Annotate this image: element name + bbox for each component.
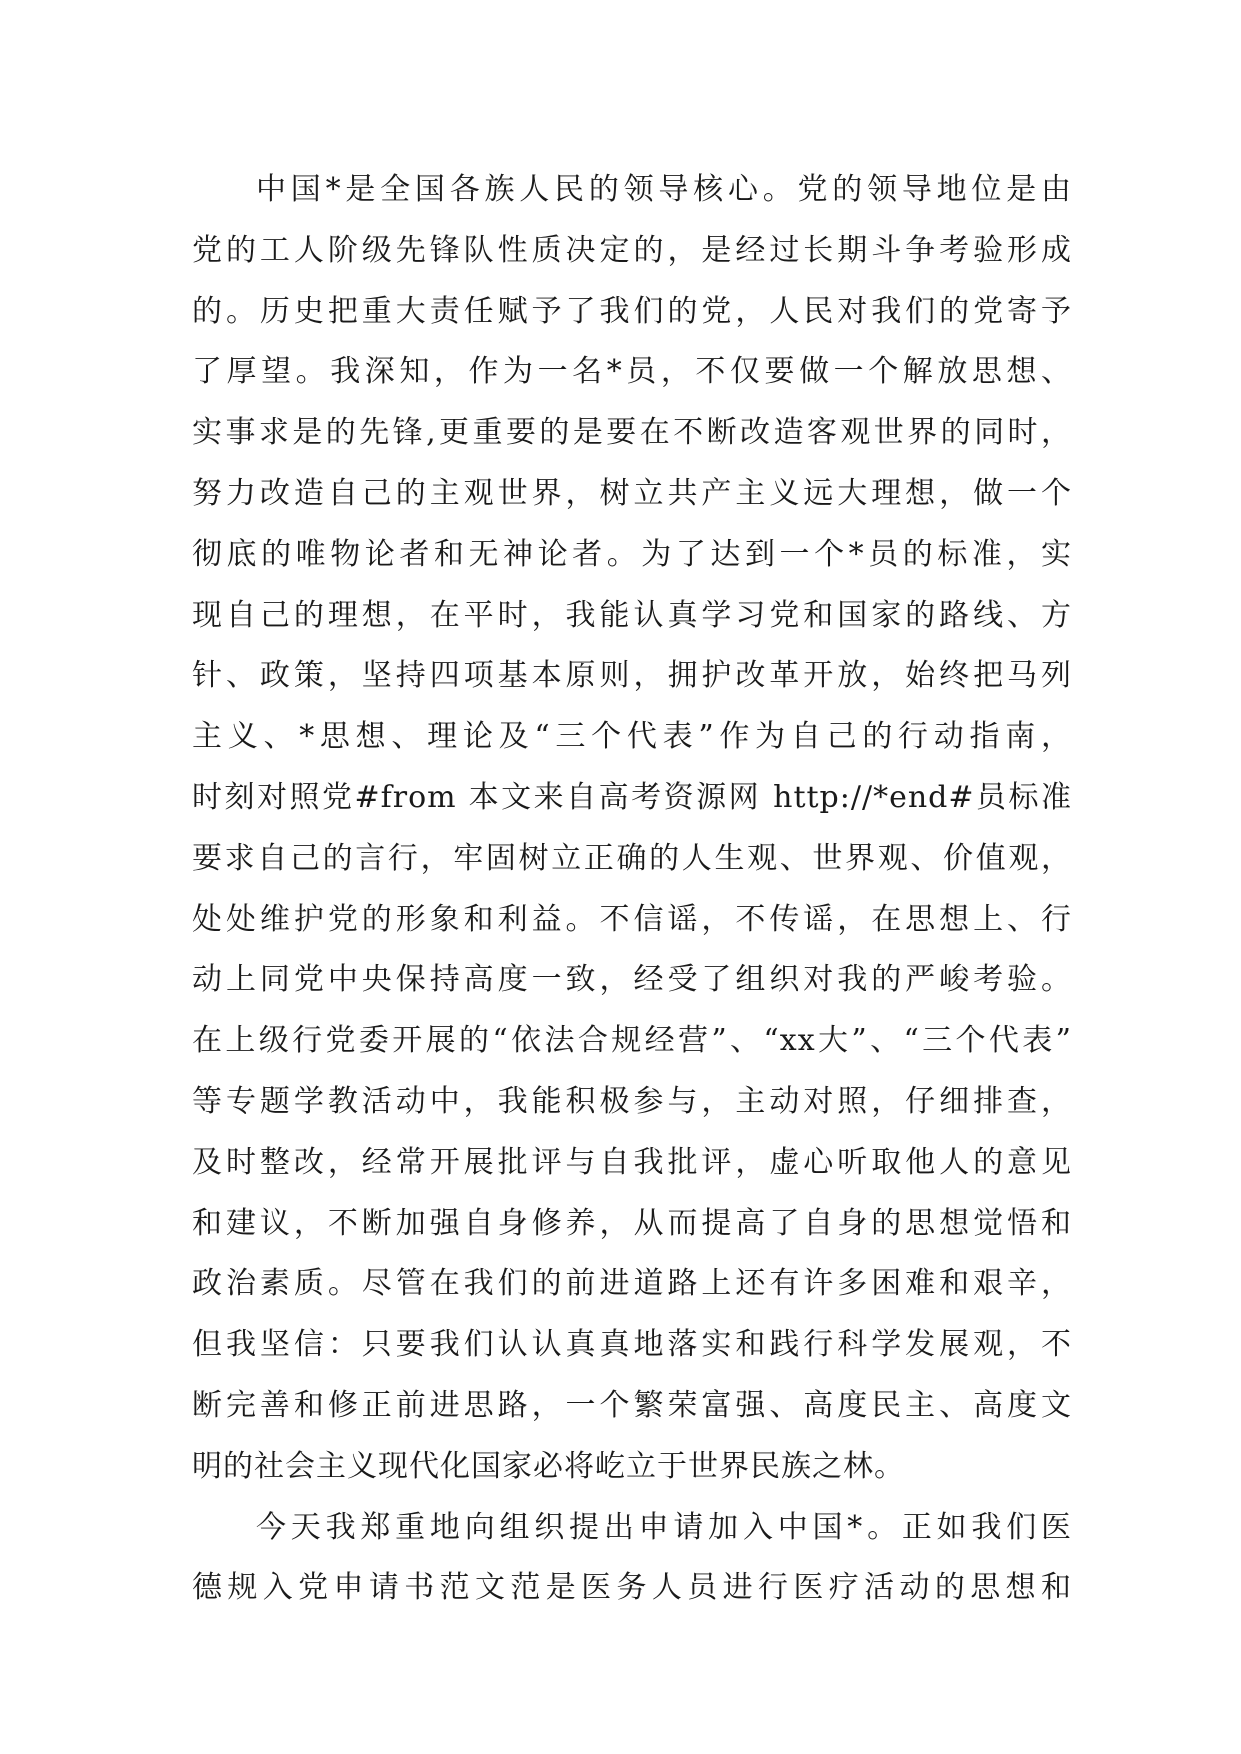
text-line: 明的社会主义现代化国家必将屹立于世界民族之林。 [192,1448,905,1484]
text-line: 时刻对照党#from 本文来自高考资源网 http://*end#员标准 [192,779,1072,815]
text-line: 德规入党申请书范文范是医务人员进行医疗活动的思想和 [192,1570,1072,1606]
text-line: 和建议，不断加强自身修养，从而提高了自身的思想觉悟和 [192,1205,1072,1241]
text-line: 现自己的理想，在平时，我能认真学习党和国家的路线、方 [192,597,1072,633]
text-line: 但我坚信：只要我们认认真真地落实和践行科学发展观，不 [192,1327,1072,1363]
text-line: 及时整改，经常开展批评与自我批评，虚心听取他人的意见 [192,1144,1072,1180]
text-line: 努力改造自己的主观世界，树立共产主义远大理想，做一个 [192,475,1072,511]
text-line: 中国*是全国各族人民的领导核心。党的领导地位是由 [256,172,1072,207]
text-line: 断完善和修正前进思路，一个繁荣富强、高度民主、高度文 [192,1387,1072,1423]
text-line: 处处维护党的形象和利益。不信谣，不传谣，在思想上、行 [192,901,1072,937]
paragraph-1 [192,160,1072,1498]
text-line: 针、政策，坚持四项基本原则，拥护改革开放，始终把马列 [192,658,1072,694]
text-line: 今天我郑重地向组织提出申请加入中国*。正如我们医 [256,1509,1072,1545]
document-body [192,160,1072,1619]
text-line: 彻底的唯物论者和无神论者。为了达到一个*员的标准，实 [192,536,1072,572]
text-line: 主义、*思想、理论及“三个代表”作为自己的行动指南， [192,719,1072,755]
text-line: 等专题学教活动中，我能积极参与，主动对照，仔细排查， [192,1083,1072,1119]
text-line: 要求自己的言行，牢固树立正确的人生观、世界观、价值观， [192,840,1072,876]
text-line: 了厚望。我深知，作为一名*员，不仅要做一个解放思想、 [192,354,1072,390]
paragraph-2 [192,1498,1072,1620]
text-line: 在上级行党委开展的“依法合规经营”、“xx大”、“三个代表” [192,1023,1072,1059]
text-line: 实事求是的先锋,更重要的是要在不断改造客观世界的同时， [192,415,1072,451]
text-line: 动上同党中央保持高度一致，经受了组织对我的严峻考验。 [192,962,1072,998]
text-line: 党的工人阶级先锋队性质决定的，是经过长期斗争考验形成 [192,232,1072,268]
text-line: 政治素质。尽管在我们的前进道路上还有许多困难和艰辛， [192,1266,1072,1302]
text-line: 的。历史把重大责任赋予了我们的党，人民对我们的党寄予 [192,293,1072,329]
